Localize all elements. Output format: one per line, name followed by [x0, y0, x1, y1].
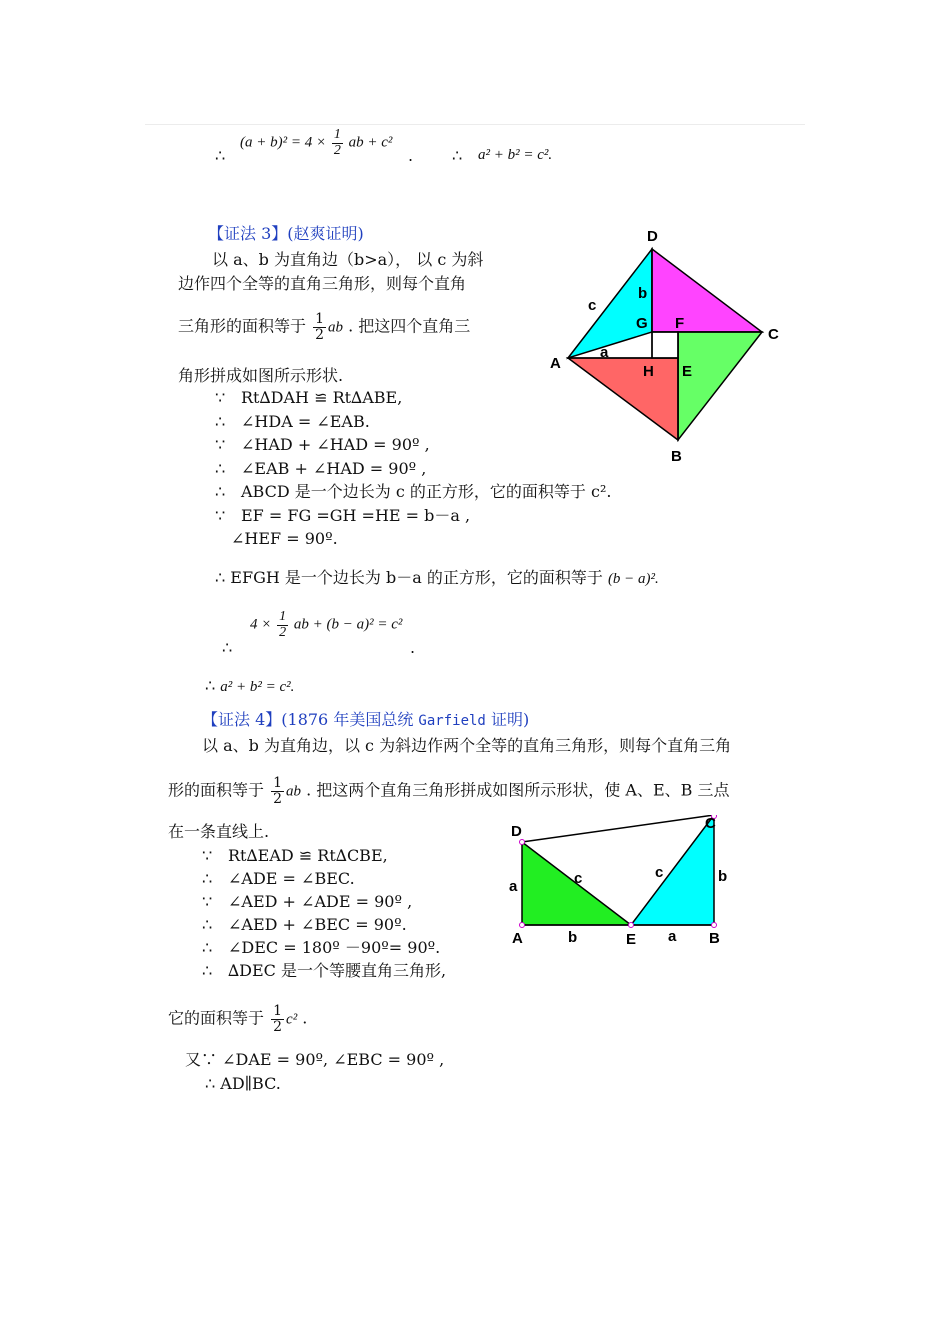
label-side-b2: b [718, 868, 728, 885]
step-text: ∠HDA = ∠EAB. [241, 411, 370, 431]
label-d: D [647, 228, 658, 245]
label-c: C [768, 326, 779, 343]
fraction: $\frac{1}{2}$ [315, 311, 325, 343]
step-mark: ∵ [202, 846, 213, 865]
proof-step-line [202, 846, 388, 865]
label-a: A [512, 930, 523, 947]
step-mark: ∴ [202, 915, 213, 934]
label-side-a: a [600, 344, 609, 361]
proof-step-line [215, 459, 426, 478]
proof3-efgh-line: ∴ EFGH 是一个边长为 b－a 的正方形，它的面积等于 (b − a)². [215, 568, 659, 587]
label-side-c2: c [655, 864, 664, 881]
step-text: ∠AED + ∠ADE = 90º , [228, 892, 413, 911]
proof3-title: 【证法 3】(赵爽证明) [208, 224, 364, 243]
proof-step-line [215, 412, 370, 431]
proof-step-line [215, 435, 430, 454]
step-text: ∠DEC = 180º －90º= 90º. [228, 938, 441, 957]
eq-top-lhs: (a + b)² = 4 × $\frac{1}{2}$ ab + c² [240, 127, 393, 158]
proof3-para-line2: 边作四个全等的直角三角形，则每个直角 [178, 274, 467, 293]
label-side-c: c [588, 297, 597, 314]
label-e: E [626, 931, 637, 948]
step-text: ABCD 是一个边长为 c 的正方形，它的面积等于 c². [241, 482, 612, 501]
therefore-mark: ∴ [222, 638, 233, 657]
eq-top-result: a² + b² = c². [478, 147, 553, 163]
step-mark: ∴ [215, 411, 226, 431]
proof-step-line [202, 915, 407, 934]
label-side-a: a [509, 878, 518, 895]
step-mark: ∵ [215, 388, 226, 407]
step-mark: ∴ [202, 938, 213, 957]
step-text: Rt∆EAD ≌ Rt∆CBE, [228, 846, 388, 865]
label-c: C [705, 815, 716, 832]
step-mark: ∵ [202, 892, 213, 911]
label-side-c: c [574, 870, 583, 887]
triangle-bae [568, 358, 678, 440]
proof-step-line [202, 869, 355, 888]
proof4-area-line: 它的面积等于 $\frac{1}{2}$ c² . [168, 1003, 308, 1035]
triangle-cbe [631, 815, 714, 925]
segment-dc [522, 815, 714, 842]
proof4-para-line1: 以 a、b 为直角边，以 c 为斜边作两个全等的直角三角形，则每个直角三角 [202, 736, 732, 755]
triangle-cbe [678, 332, 762, 440]
fraction: $\frac{1}{2}$ [273, 1003, 283, 1035]
proof3-conclusion: ∴ a² + b² = c². [205, 676, 295, 695]
proof3-para-line4: 角形拼成如图所示形状. [178, 366, 344, 385]
proof-step-line [202, 892, 412, 911]
step-text: Rt∆DAH ≌ Rt∆ABE, [241, 388, 403, 407]
label-side-a2: a [668, 928, 677, 945]
step-text: ∠HAD + ∠HAD = 90º , [241, 435, 430, 454]
proof4-also-line: 又∵ ∠DAE = 90º, ∠EBC = 90º , [185, 1050, 445, 1069]
therefore-mark: ∴ [215, 146, 226, 165]
garfield-trapezoid-diagram [500, 815, 750, 950]
proof3-equation: 4 × $\frac{1}{2}$ ab + (b − a)² = c² [250, 609, 403, 640]
label-b: B [671, 448, 682, 465]
triangle-dah [568, 249, 652, 358]
proof4-title: 【证法 4】(1876 年美国总统 Garfield 证明) [202, 710, 530, 729]
step-text: EF = FG =GH =HE = b－a , [241, 505, 471, 525]
top-divider [145, 124, 805, 125]
step-mark: ∴ [202, 869, 213, 888]
triangle-dcf [652, 249, 762, 332]
step-text: ∠AED + ∠BEC = 90º. [228, 915, 407, 934]
therefore-mark: ∴ [452, 146, 463, 165]
label-side-b: b [568, 929, 578, 946]
proof-step-line [215, 482, 611, 501]
label-d: D [511, 823, 522, 840]
label-g: G [636, 315, 648, 332]
fraction: $\frac{1}{2}$ [273, 775, 283, 807]
proof-step-line [202, 961, 446, 980]
label-a: A [550, 355, 561, 372]
proof4-parallel-line: ∴ AD∥BC. [205, 1074, 281, 1093]
period-mark: . [410, 638, 416, 657]
step-mark: ∴ [215, 458, 226, 478]
step-text: ∠EAB + ∠HAD = 90º , [241, 458, 427, 478]
label-e: E [682, 363, 693, 380]
proof-step-line [202, 938, 440, 957]
proof3-para-line1: 以 a、b 为直角边（b>a）， 以 c 为斜 [212, 250, 484, 269]
proof-step-line [205, 529, 338, 548]
fraction: $\frac{1}{2}$ [279, 609, 287, 640]
step-text: ∠HEF = 90º. [231, 529, 338, 548]
label-b: B [709, 930, 720, 947]
step-mark: ∴ [202, 961, 213, 980]
proof3-para-line3: 三角形的面积等于 $\frac{1}{2}$ ab . 把这四个直角三 [178, 311, 471, 343]
proof-step-line [215, 388, 402, 407]
zhao-shuang-diagram [540, 222, 790, 467]
inner-square-efgh [652, 332, 678, 358]
step-mark: ∵ [215, 435, 226, 454]
proof4-para-line2: 形的面积等于 $\frac{1}{2}$ ab . 把这两个直角三角形拼成如图所示形状，使 A、E、B 三点 [168, 775, 730, 807]
step-text: ∠ADE = ∠BEC. [228, 869, 355, 888]
label-side-b: b [638, 285, 648, 302]
step-text: ∆DEC 是一个等腰直角三角形, [228, 961, 447, 980]
label-h: H [643, 363, 654, 380]
period-mark: . [408, 146, 414, 165]
proof4-para-line3: 在一条直线上. [168, 822, 270, 841]
proof-step-line [215, 506, 470, 525]
fraction: $\frac{1}{2}$ [333, 127, 341, 158]
step-mark: ∴ [215, 482, 226, 501]
label-f: F [675, 315, 685, 332]
step-mark: ∵ [215, 505, 226, 525]
